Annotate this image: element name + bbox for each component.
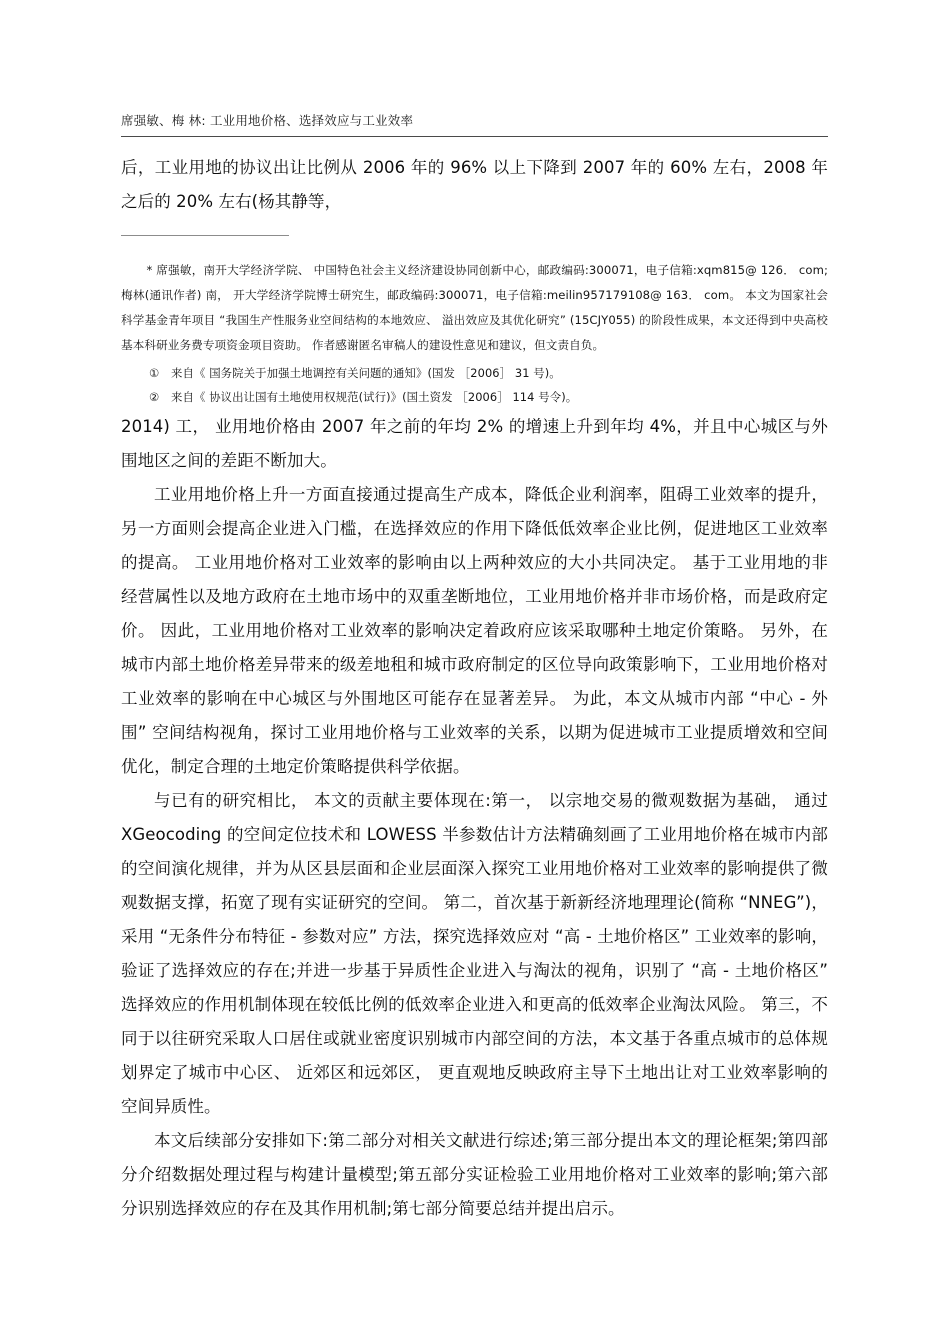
footnote-item	[121, 385, 828, 409]
footnote-text-2: 来自《 协议出让国有土地使用权规范(试行)》(国土资发 ［2006］ 114 号令)。	[171, 389, 578, 404]
footnote-zone	[121, 235, 828, 409]
footnote-author-note-block	[121, 258, 828, 358]
footnote-divider	[121, 235, 289, 236]
paragraph-continuation: 2014) 工， 业用地价格由 2007 年之前的年均 2% 的增速上升到年均 4%，并且中心城区与外围地区之间的差距不断加大。	[121, 416, 828, 470]
footnote-numbered-list	[121, 361, 828, 409]
top-paragraph-block	[121, 151, 828, 219]
page-content	[121, 112, 828, 1226]
paragraph-land-price-effects: 工业用地价格上升一方面直接通过提高生产成本，降低企业利润率，阻碍工业效率的提升，另一方面则会提高企业进入门槛，在选择效应的作用下降低低效率企业比例，促进地区工业效率的提高。 工业用地价格对工业效率的影响由以上两种效应的大小共同决定。 基于工业用地的非经营属性以及地方政府在土地市场中的双重垄断地位，工业用地价格并非市场价格，而是政府定价。 因此，工业用地价格对工业效率的影响决定着政府应该采取哪种土地定价策略。 另外，在城市内部土地价格差异带来的级差地租和城市政府制定的区位导向政策影响下，工业用地价格对工业效率的影响在中心城区与外围地区可能存在显著差异。 为此，本文从城市内部 “中心 - 外围” 空间结构视角，探讨工业用地价格与工业效率的关系，以期为促进城市工业提质增效和空间优化，制定合理的土地定价策略提供科学依据。	[121, 484, 828, 776]
header-divider	[121, 136, 828, 137]
footnote-marker-1: ①	[149, 365, 160, 380]
footnote-marker-2: ②	[149, 389, 160, 404]
top-paragraph: 后，工业用地的协议出让比例从 2006 年的 96% 以上下降到 2007 年的 60% 左右，2008 年之后的 20% 左右(杨其静等，	[121, 157, 828, 211]
paragraph-contributions: 与已有的研究相比， 本文的贡献主要体现在:第一， 以宗地交易的微观数据为基础， 通过 XGeocoding 的空间定位技术和 LOWESS 半参数估计方法精确刻画了工业用地价格在城市内部的空间演化规律，并为从区县层面和企业层面深入探究工业用地价格对工业效率的影响提供了微观数据支撑，拓宽了现有实证研究的空间。 第二，首次基于新新经济地理理论(简称 “NNEG”)，采用 “无条件分布特征 - 参数对应” 方法，探究选择效应对 “高 - 土地价格区” 工业效率的影响，验证了选择效应的存在;并进一步基于异质性企业进入与淘汰的视角，识别了 “高 - 土地价格区” 选择效应的作用机制体现在较低比例的低效率企业进入和更高的低效率企业淘汰风险。 第三，不同于以往研究采取人口居住或就业密度识别城市内部空间的方法，本文基于各重点城市的总体规划界定了城市中心区、 近郊区和远郊区， 更直观地反映政府主导下土地出让对工业效率影响的空间异质性。	[121, 790, 828, 1116]
footnote-text-1: 来自《 国务院关于加强土地调控有关问题的通知》(国发 ［2006］ 31 号)。	[171, 365, 561, 380]
paragraph-structure-outline: 本文后续部分安排如下:第二部分对相关文献进行综述;第三部分提出本文的理论框架;第四部分介绍数据处理过程与构建计量模型;第五部分实证检验工业用地价格对工业效率的影响;第六部分识别选择效应的存在及其作用机制;第七部分简要总结并提出启示。	[121, 1130, 828, 1218]
running-head: 席强敏、梅 林: 工业用地价格、选择效应与工业效率	[121, 113, 414, 128]
footnote-author-note: * 席强敏，南开大学经济学院、 中国特色社会主义经济建设协同创新中心，邮政编码:300071，电子信箱:xqm815@ 126． com; 梅林(通讯作者) 南， 开大学经济学院博士研究生，邮政编码:300071，电子信箱:meilin957179108@ 163． com。 本文为国家社会科学基金青年项目 “我国生产性服务业空间结构的本地效应、 溢出效应及其优化研究” (15CJY055) 的阶段性成果，本文还得到中央高校基本科研业务费专项资金项目资助。 作者感谢匿名审稿人的建设性意见和建议，但文责自负。	[121, 262, 828, 352]
main-body	[121, 410, 828, 1226]
footnote-item	[121, 361, 828, 385]
